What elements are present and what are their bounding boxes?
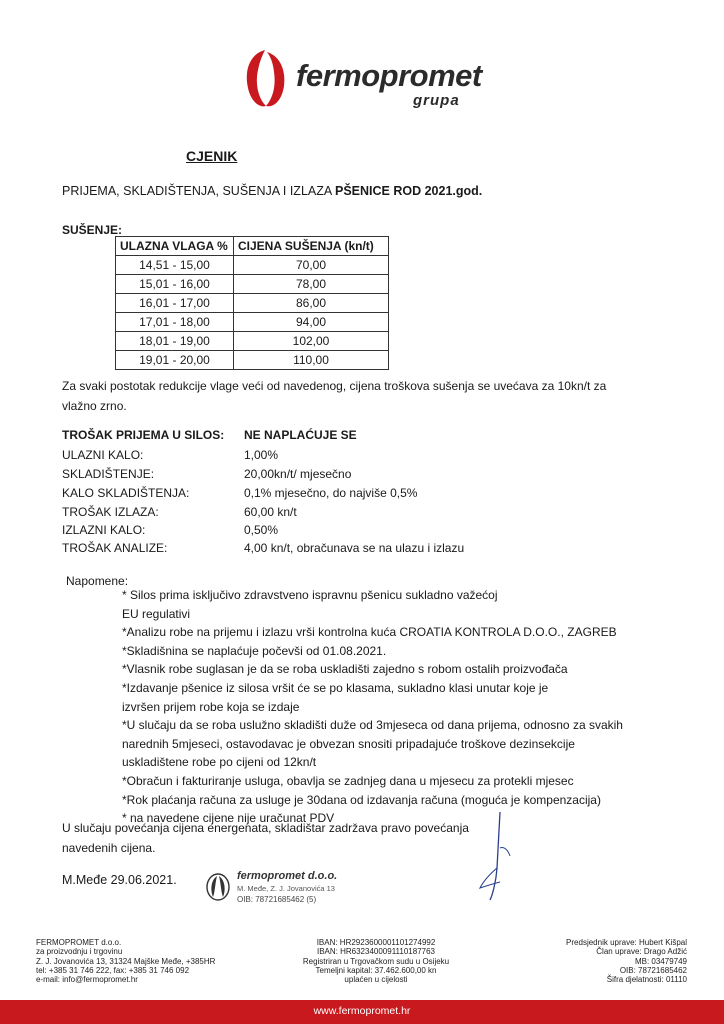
price-cell: 110,00 [234,351,389,370]
footer-line: tel: +385 31 746 222, fax: +385 31 746 092 [36,965,190,975]
drying-price-table [115,236,389,370]
note-line: * Silos prima isključivo zdravstveno ispravnu pšenicu sukladno važećoj [122,588,498,602]
note-line: *Skladišnina se naplaćuje počevši od 01.08.2021. [122,643,387,658]
footer-line: e-mail: info@fermopromet.hr [36,975,138,985]
note-line: *Rok plaćanja računa za usluge je 30dana od izdavanja računa (moguća je kompenzacija) [122,792,601,807]
brand-name: fermopromet [296,58,482,93]
subtitle-plain: PRIJEMA, SKLADIŠTENJA, SUŠENJA I IZLAZA [62,184,335,198]
note-line: *Analizu robe na prijemu i izlazu vrši kontrolna kuća CROATIA KONTROLA D.O.O., ZAGREB [122,625,617,640]
footer-line: FERMOPROMET d.o.o. [36,938,122,947]
footer-management-info [490,938,687,984]
cost-value: 60,00 kn/t [244,505,297,519]
cost-value: 20,00kn/t/ mjesečno [244,467,352,481]
footer-line: Član uprave: Drago Adžić [596,947,687,957]
moisture-range-cell: 16,01 - 17,00 [116,294,234,313]
footer-line: Šifra djelatnosti: 01110 [606,975,687,985]
handwritten-signature [470,808,530,903]
cost-value: 0,1% mjesečno, do najviše 0,5% [244,486,418,500]
footer-line: Temeljni kapital: 37.462.600,00 kn [315,965,437,975]
moisture-range-cell: 19,01 - 20,00 [116,351,234,370]
subtitle-bold: PŠENICE ROD 2021.god. [335,184,483,198]
footer-line: Registriran u Trgovačkom sudu u Osijeku [302,956,450,966]
cost-value: 4,00 kn/t, obračunava se na ulazu i izlazu [244,541,465,555]
footer-line: za proizvodnju i trgovinu [36,947,123,957]
cost-label: SKLADIŠTENJE: [62,467,155,481]
moisture-reduction-note: Za svaki postotak redukcije vlage veći od navedenog, cijena troškova sušenja se uvećava za 10kn/t za vlažno zrno. [62,379,607,413]
cost-row-outbound [62,505,562,522]
footer-line: Z. J. Jovanovića 13, 31324 Majške Međe, +385HR [36,956,216,966]
closing-statement: U slučaju povećanja cijena energenata, skladištar zadržava pravo povećanja navedenih cijena. [62,821,469,855]
footer-line: Predsjednik uprave: Hubert Kišpal [566,938,687,947]
table-header-row [116,237,389,256]
cost-label: KALO SKLADIŠTENJA: [62,486,190,500]
moisture-range-cell: 15,01 - 16,00 [116,275,234,294]
note-line: * na navedene cijene nije uračunat PDV [122,811,335,826]
company-stamp [205,870,375,910]
footer-line: IBAN: HR2923600001101274992 [316,938,436,947]
table-row [116,332,389,351]
cost-value: 1,00% [244,448,279,462]
stamp-address: M. Međe, Z. J. Jovanovića 13 [237,884,335,893]
fermopromet-logo-icon [242,48,288,110]
notes-list [122,586,642,828]
price-cell: 102,00 [234,332,389,351]
footer-website-link[interactable]: www.fermopromet.hr [313,1005,411,1017]
footer-company-info [36,938,286,984]
price-cell: 86,00 [234,294,389,313]
footer-line: MB: 03479749 [634,956,687,966]
note-line: *Obračun i fakturiranje usluga, obavlja se zadnjeg dana u mjesecu za protekli mjesec [122,773,574,788]
table-row [116,351,389,370]
drying-section-label: SUŠENJE: [62,223,123,237]
cost-label: IZLAZNI KALO: [62,523,146,537]
cost-row-outbound-loss [62,523,562,540]
cost-label: TROŠAK IZLAZA: [62,505,159,519]
footer-bank-info [286,938,466,984]
table-row [116,275,389,294]
price-cell: 78,00 [234,275,389,294]
note-line: EU regulativi [122,606,191,621]
footer-line: IBAN: HR6323400091110187763 [316,947,436,957]
brand-subtitle: grupa [413,92,460,109]
moisture-range-cell: 14,51 - 15,00 [116,256,234,275]
note-line: izvršen prijem robe koja se izdaje [122,699,300,714]
cost-label: TROŠAK PRIJEMA U SILOS: [62,428,225,442]
document-title: CJENIK [186,148,238,164]
cost-label: ULAZNI KALO: [62,448,144,462]
note-line: uskladištene robe po cijeni od 12kn/t [122,755,317,770]
cost-row-analysis [62,541,562,558]
column-header-price: CIJENA SUŠENJA (kn/t) [234,237,389,256]
stamp-company-name: fermopromet d.o.o. [237,870,338,882]
price-cell: 70,00 [234,256,389,275]
cost-row-storage [62,467,562,484]
footer-line: uplaćen u cijelosti [344,975,408,985]
document-date: M.Međe 29.06.2021. [62,873,177,887]
cost-value: 0,50% [244,523,279,537]
notes-heading: Napomene: [66,574,129,588]
cost-row-storage-loss [62,486,562,503]
cost-row-intake [62,428,562,445]
cost-label: TROŠAK ANALIZE: [62,541,168,555]
cost-row-inbound-loss [62,448,562,465]
note-line: *Vlasnik robe suglasan je da se roba uskladišti zajedno s robom ostalih proizvođača [122,662,568,677]
stamp-logo-icon [205,872,231,902]
note-line: *Izdavanje pšenice iz silosa vršit će se po klasama, sukladno klasi unutar koje je [122,680,549,695]
price-cell: 94,00 [234,313,389,332]
document-subtitle [62,184,482,198]
note-line: narednih 5mjeseci, ostavodavac je obvezan snositi pripadajuće troškove dezinsekcije [122,736,575,751]
table-row [116,313,389,332]
stamp-oib: OIB: 78721685462 (5) [237,895,317,904]
note-line: *U slučaju da se roba uslužno skladišti duže od 3mjeseca od dana prijema, odnosno za svakih [122,718,623,733]
footer-line: OIB: 78721685462 [619,965,687,975]
column-header-moisture: ULAZNA VLAGA % [116,237,234,256]
moisture-range-cell: 17,01 - 18,00 [116,313,234,332]
table-row [116,294,389,313]
moisture-range-cell: 18,01 - 19,00 [116,332,234,351]
table-row [116,256,389,275]
cost-value: NE NAPLAĆUJE SE [244,428,357,442]
